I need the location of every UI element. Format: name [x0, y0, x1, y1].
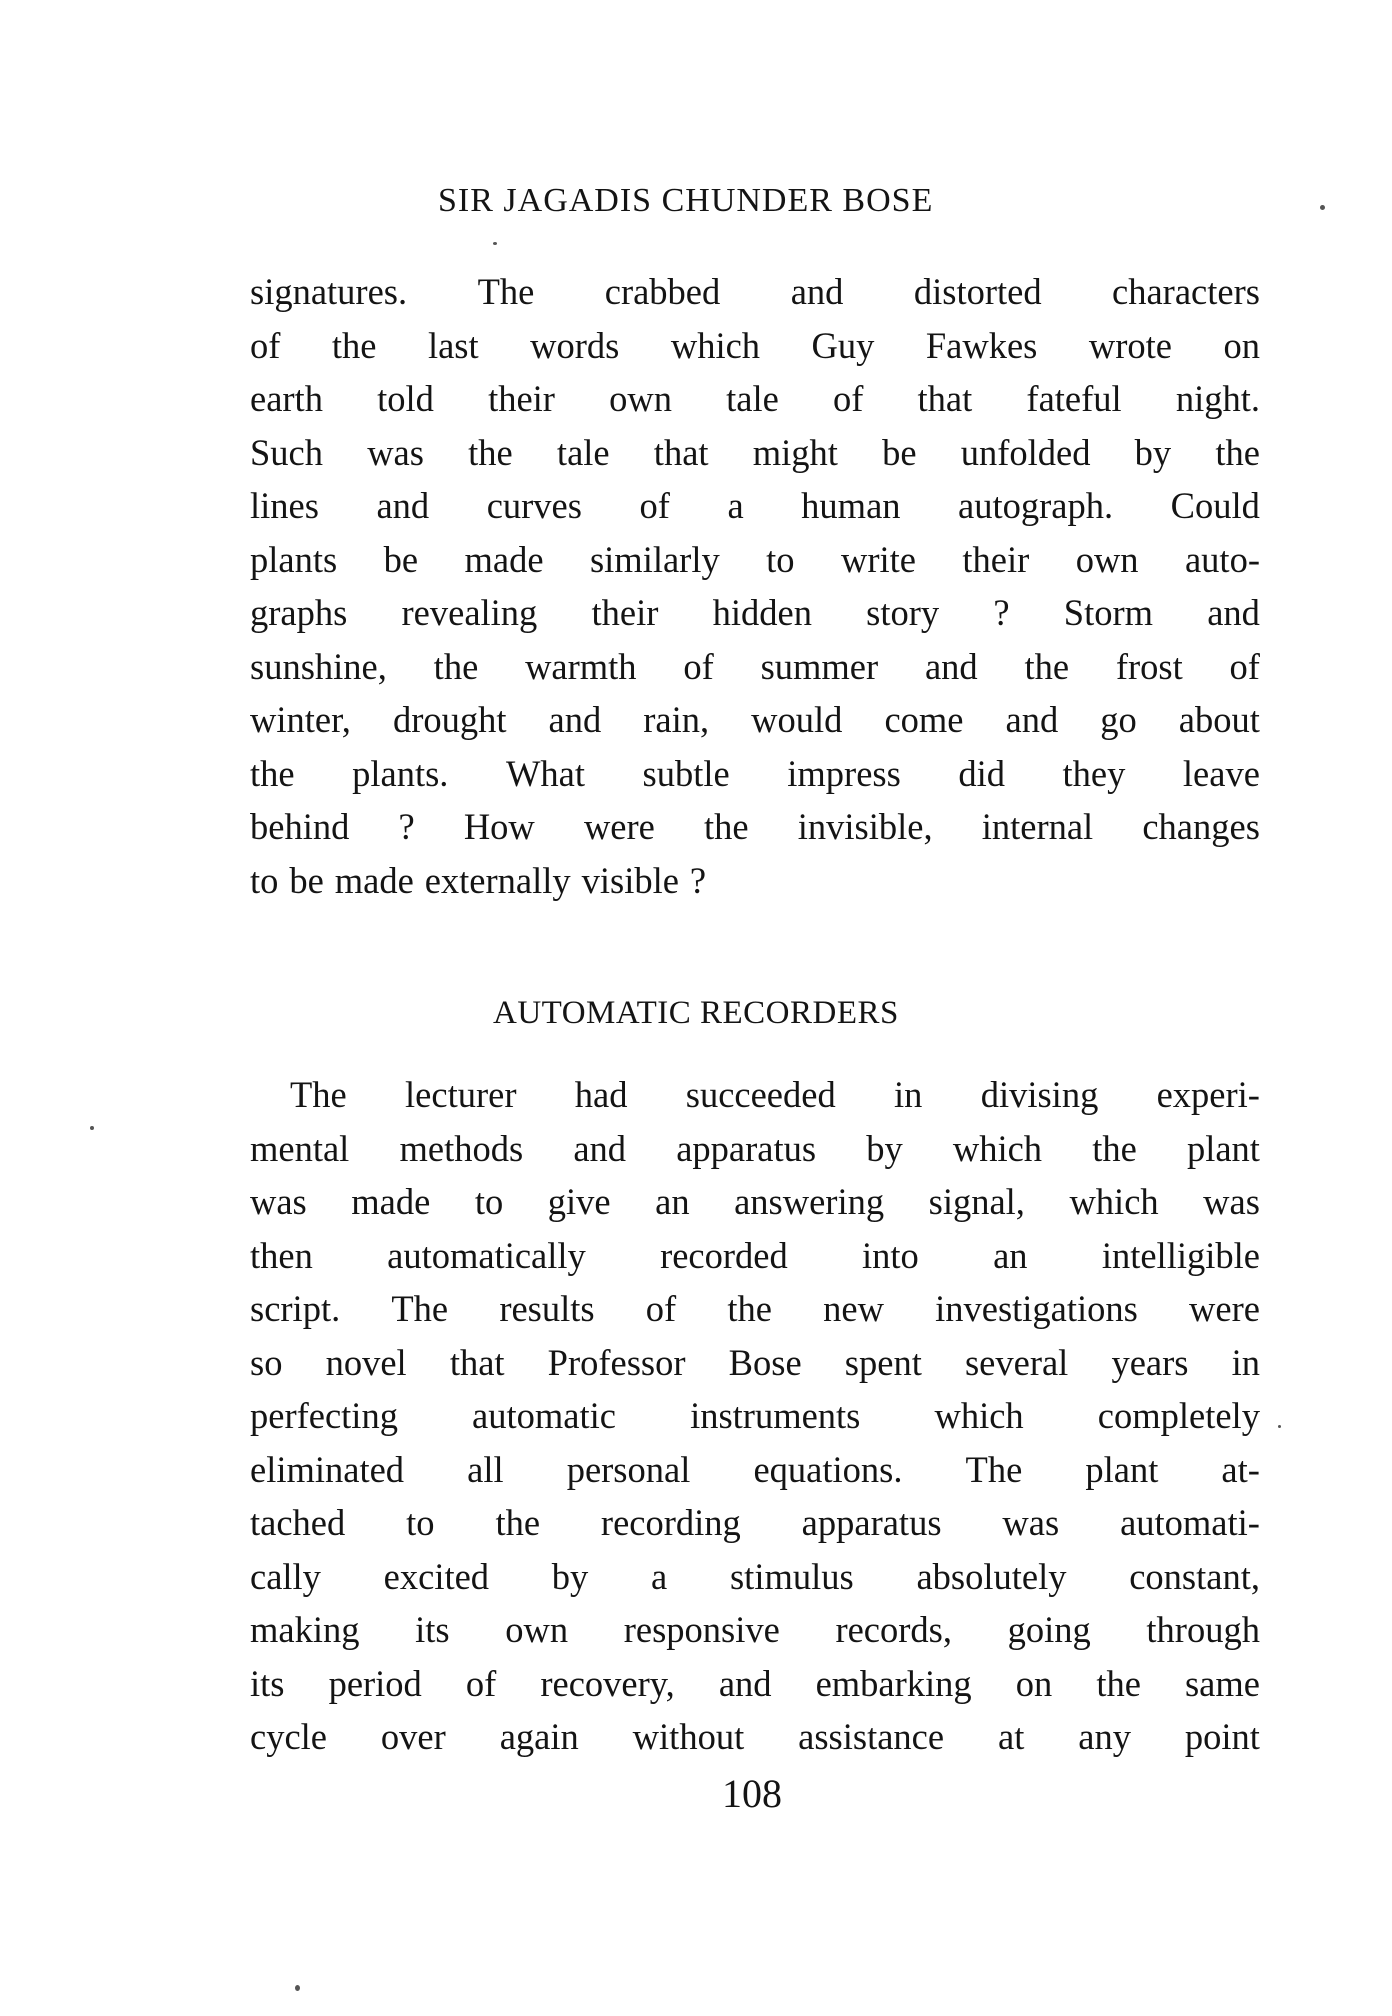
- word: automati-: [1120, 1502, 1260, 1543]
- word: on: [1015, 1662, 1053, 1704]
- word: go: [1100, 699, 1137, 740]
- word: of: [1229, 645, 1260, 687]
- word: divising: [980, 1074, 1099, 1115]
- word: without: [632, 1716, 745, 1757]
- word: at: [998, 1716, 1025, 1757]
- word: perfecting: [250, 1395, 398, 1436]
- word: story: [866, 592, 940, 633]
- word: autograph.: [958, 485, 1114, 526]
- word: assistance: [798, 1716, 945, 1757]
- word: which: [952, 1127, 1043, 1169]
- word: crabbed: [604, 271, 721, 312]
- word: apparatus: [676, 1127, 817, 1169]
- word: all: [467, 1448, 504, 1490]
- word: own: [1075, 538, 1139, 580]
- word: by: [866, 1127, 903, 1169]
- word: by: [1134, 431, 1172, 473]
- word: Such: [250, 431, 323, 473]
- word: words: [530, 324, 620, 366]
- word: signal,: [928, 1181, 1025, 1222]
- word: and: [548, 699, 602, 740]
- word: own: [609, 378, 672, 419]
- text-line: [250, 1389, 1260, 1443]
- word: and: [924, 645, 978, 687]
- section-heading: AUTOMATIC RECORDERS: [493, 995, 899, 1031]
- word: in: [894, 1074, 923, 1115]
- word: recorded: [660, 1234, 788, 1276]
- word: which: [670, 324, 761, 366]
- word: the: [468, 431, 513, 473]
- word: write: [840, 538, 916, 580]
- word: the: [1215, 431, 1260, 473]
- word: winter,: [250, 699, 351, 740]
- word: about: [1178, 699, 1260, 740]
- word: and: [376, 485, 430, 526]
- word: leave: [1182, 752, 1260, 794]
- text-line: [250, 1710, 1260, 1764]
- word: to: [406, 1502, 435, 1543]
- running-head: SIR JAGADIS CHUNDER BOSE: [438, 182, 934, 219]
- text-line: [250, 747, 1260, 801]
- word: had: [574, 1074, 628, 1115]
- word: spent: [844, 1341, 922, 1383]
- word: warmth: [525, 645, 637, 687]
- paragraph-1: [250, 265, 1260, 907]
- text-line: [250, 426, 1260, 480]
- word: Guy: [811, 324, 875, 366]
- word: earth: [250, 378, 323, 419]
- word: again: [499, 1716, 579, 1757]
- word: in: [1231, 1341, 1260, 1383]
- word: completely: [1097, 1395, 1260, 1436]
- word: personal: [566, 1448, 691, 1490]
- text-line: [250, 1282, 1260, 1336]
- word: period: [328, 1662, 422, 1704]
- word: tached: [250, 1502, 346, 1543]
- word: embarking: [815, 1662, 972, 1704]
- word: novel: [325, 1341, 407, 1383]
- word: recording: [600, 1502, 741, 1543]
- word: and: [718, 1662, 772, 1704]
- word: last: [427, 324, 479, 366]
- word: their: [962, 538, 1030, 580]
- word: so: [250, 1341, 283, 1383]
- word: lines: [250, 485, 319, 526]
- word: were: [1189, 1288, 1260, 1329]
- word: their: [591, 592, 659, 633]
- word: that: [917, 378, 973, 419]
- text-line: [250, 533, 1260, 587]
- scan-speck: [90, 1126, 94, 1130]
- word: of: [832, 378, 864, 419]
- word: which: [1069, 1181, 1159, 1222]
- word: instruments: [690, 1395, 861, 1436]
- word: absolutely: [916, 1555, 1067, 1597]
- word: over: [380, 1716, 446, 1757]
- word: an: [655, 1181, 690, 1222]
- word: investigations: [935, 1288, 1138, 1329]
- word: hidden: [712, 592, 812, 633]
- word: a: [727, 485, 744, 526]
- word: and: [1005, 699, 1059, 740]
- word: that: [449, 1341, 505, 1383]
- text-line: [250, 586, 1260, 640]
- word: of: [639, 485, 670, 526]
- word: new: [823, 1288, 884, 1329]
- word: ?: [993, 592, 1010, 633]
- word: the: [1024, 645, 1070, 687]
- word: cally: [250, 1555, 321, 1597]
- word: on: [1223, 324, 1260, 366]
- word: recovery,: [540, 1662, 675, 1704]
- word: automatically: [387, 1234, 586, 1276]
- word: was: [367, 431, 424, 473]
- word: by: [551, 1555, 589, 1597]
- word: wrote: [1088, 324, 1172, 366]
- word: years: [1111, 1341, 1189, 1383]
- word: plant: [1085, 1448, 1159, 1490]
- word: signatures.: [250, 271, 408, 312]
- word: ?: [398, 806, 415, 847]
- word: the: [433, 645, 479, 687]
- text-line: [250, 1496, 1260, 1550]
- word: subtle: [642, 752, 730, 794]
- word: might: [752, 431, 838, 473]
- word: into: [862, 1234, 919, 1276]
- word: invisible,: [797, 806, 933, 847]
- page-number: 108: [722, 1771, 782, 1816]
- word: ?: [689, 859, 707, 901]
- word: The: [965, 1448, 1023, 1490]
- word: a: [651, 1555, 668, 1597]
- word: tale: [726, 378, 779, 419]
- word: point: [1184, 1716, 1260, 1757]
- word: made: [351, 1181, 431, 1222]
- word: fateful: [1026, 378, 1122, 419]
- word: human: [801, 485, 901, 526]
- word: constant,: [1129, 1555, 1260, 1597]
- word: they: [1062, 752, 1126, 794]
- word: was: [1002, 1502, 1060, 1543]
- word: records,: [835, 1609, 952, 1650]
- word: would: [751, 699, 843, 740]
- word: auto-: [1184, 538, 1260, 580]
- word: plants.: [352, 752, 449, 794]
- text-line: [250, 1657, 1260, 1711]
- word: curves: [486, 485, 582, 526]
- word: characters: [1112, 271, 1260, 312]
- word: The: [290, 1074, 347, 1115]
- word: Bose: [728, 1341, 802, 1383]
- word: succeeded: [685, 1074, 836, 1115]
- text-line: [250, 319, 1260, 373]
- text-line: [250, 372, 1260, 426]
- word: eliminated: [250, 1448, 405, 1490]
- word: same: [1184, 1662, 1260, 1704]
- word: to: [250, 859, 279, 901]
- text-line: [250, 1603, 1260, 1657]
- text-line: [250, 800, 1260, 854]
- word: the: [704, 806, 749, 847]
- word: graphs: [250, 592, 348, 633]
- word: cycle: [250, 1716, 327, 1757]
- word: through: [1146, 1609, 1260, 1650]
- scan-speck: [493, 242, 497, 245]
- word: its: [250, 1662, 285, 1704]
- word: come: [884, 699, 964, 740]
- word: responsive: [623, 1609, 780, 1650]
- word: several: [964, 1341, 1069, 1383]
- word: own: [505, 1609, 569, 1650]
- text-line: [250, 1068, 1260, 1122]
- word: internal: [981, 806, 1094, 847]
- word: Storm: [1063, 592, 1154, 633]
- word: made: [464, 538, 544, 580]
- word: lecturer: [405, 1074, 517, 1115]
- word: The: [391, 1288, 449, 1329]
- word: making: [250, 1609, 360, 1650]
- word: excited: [383, 1555, 490, 1597]
- word: The: [477, 271, 535, 312]
- text-line: [250, 479, 1260, 533]
- scan-speck: [295, 1985, 300, 1991]
- word: automatic: [472, 1395, 616, 1436]
- word: Fawkes: [925, 324, 1038, 366]
- scan-speck: [1320, 205, 1325, 210]
- word: revealing: [401, 592, 538, 633]
- word: intelligible: [1101, 1234, 1260, 1276]
- word: which: [934, 1395, 1024, 1436]
- word: the: [495, 1502, 541, 1543]
- word: answering: [734, 1181, 885, 1222]
- word: the: [727, 1288, 772, 1329]
- word: visible: [581, 859, 679, 901]
- text-line: [250, 693, 1260, 747]
- scan-speck: [1278, 1425, 1281, 1428]
- word: impress: [787, 752, 901, 794]
- word: was: [250, 1181, 307, 1222]
- word: be: [383, 538, 419, 580]
- word: methods: [399, 1127, 524, 1169]
- word: the: [250, 752, 295, 794]
- word: made: [334, 859, 414, 901]
- word: an: [993, 1234, 1028, 1276]
- word: distorted: [913, 271, 1042, 312]
- paragraph-2: [250, 1068, 1260, 1764]
- text-line: [250, 1175, 1260, 1229]
- word: told: [377, 378, 434, 419]
- word: rain,: [643, 699, 710, 740]
- word: was: [1203, 1181, 1260, 1222]
- word: were: [583, 806, 655, 847]
- text-line: [250, 854, 1260, 908]
- word: What: [505, 752, 586, 794]
- word: summer: [760, 645, 879, 687]
- word: night.: [1175, 378, 1260, 419]
- word: of: [683, 645, 714, 687]
- word: mental: [250, 1127, 350, 1169]
- word: changes: [1142, 806, 1260, 847]
- word: going: [1007, 1609, 1091, 1650]
- word: the: [1096, 1662, 1141, 1704]
- word: unfolded: [960, 431, 1091, 473]
- word: at-: [1221, 1448, 1260, 1490]
- text-line: [250, 1122, 1260, 1176]
- word: of: [465, 1662, 497, 1704]
- text-line: [250, 1336, 1260, 1390]
- word: and: [1207, 592, 1260, 633]
- word: their: [488, 378, 555, 419]
- text-line: [250, 640, 1260, 694]
- word: apparatus: [801, 1502, 942, 1543]
- word: plant: [1186, 1127, 1260, 1169]
- word: behind: [250, 806, 350, 847]
- word: and: [573, 1127, 627, 1169]
- word: externally: [424, 859, 571, 901]
- word: be: [289, 859, 324, 901]
- word: similarly: [589, 538, 720, 580]
- word: Could: [1170, 485, 1260, 526]
- word: be: [882, 431, 917, 473]
- word: plants: [250, 538, 338, 580]
- word: give: [547, 1181, 611, 1222]
- word: the: [1092, 1127, 1137, 1169]
- word: results: [499, 1288, 595, 1329]
- word: then: [250, 1234, 313, 1276]
- word: How: [463, 806, 535, 847]
- text-line: [250, 1443, 1260, 1497]
- word: experi-: [1156, 1074, 1260, 1115]
- word: of: [645, 1288, 677, 1329]
- word: equations.: [753, 1448, 903, 1490]
- word: Professor: [547, 1341, 686, 1383]
- word: script.: [250, 1288, 341, 1329]
- word: stimulus: [729, 1555, 854, 1597]
- text-line: [250, 1229, 1260, 1283]
- word: did: [958, 752, 1005, 794]
- word: that: [653, 431, 709, 473]
- text-line: [250, 1550, 1260, 1604]
- word: frost: [1115, 645, 1183, 687]
- word: to: [474, 1181, 504, 1222]
- word: sunshine,: [250, 645, 387, 687]
- word: tale: [556, 431, 610, 473]
- word: its: [415, 1609, 450, 1650]
- word: any: [1078, 1716, 1131, 1757]
- word: drought: [392, 699, 507, 740]
- word: the: [331, 324, 377, 366]
- word: and: [790, 271, 844, 312]
- word: to: [766, 538, 795, 580]
- text-line: [250, 265, 1260, 319]
- word: of: [250, 324, 281, 366]
